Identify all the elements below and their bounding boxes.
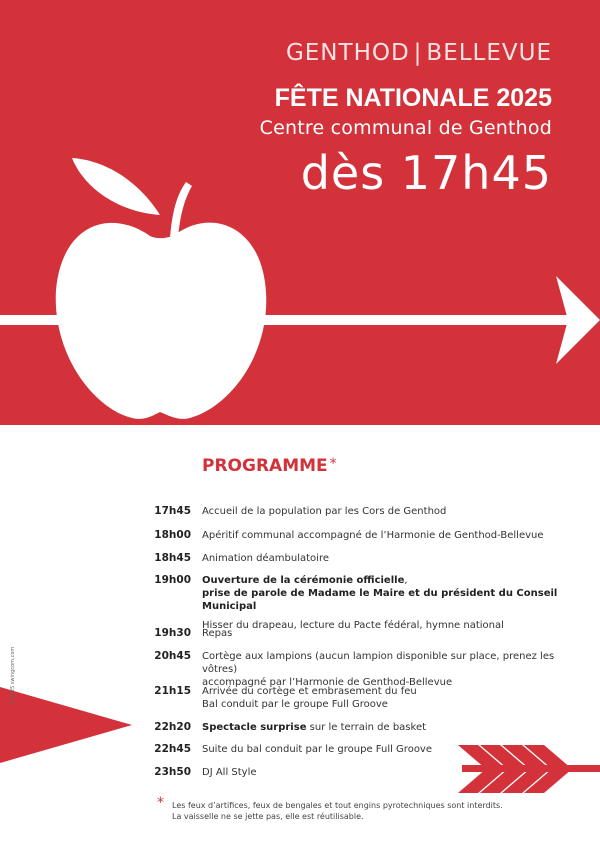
item-time: 22h45 (154, 743, 191, 755)
item-bold-2: prise de parole de Madame le Maire et du président du Conseil Municipal (202, 588, 558, 612)
brand-separator: | (413, 40, 423, 66)
item-time: 20h45 (154, 650, 191, 662)
item-desc (202, 721, 582, 734)
item-bold-1: Ouverture de la cérémonie officielle (202, 575, 405, 586)
item-extra: Hisser du drapeau, lecture du Pacte fédéral, hymne national (202, 620, 504, 631)
item-comma: , (404, 575, 408, 586)
item-line-2: accompagné par l’Harmonie de Genthod-Bellevue (202, 677, 453, 688)
brand-line (286, 40, 552, 66)
item-bold-1: Spectacle surprise (202, 722, 307, 733)
item-time: 19h30 (154, 627, 191, 639)
programme-title (202, 456, 337, 476)
item-line-1: Arrivée du cortège et embrasement du feu (202, 686, 417, 697)
item-time: 18h45 (154, 552, 191, 564)
item-time: 18h00 (154, 529, 191, 541)
credit-text: © 2025 swingcom.com (10, 646, 16, 705)
item-time: 21h15 (154, 685, 191, 697)
footnote-star: * (157, 795, 164, 811)
footnote-line-1: Les feux d’artifices, feux de bengales et tout engins pyrotechniques sont interdits. (172, 801, 503, 810)
item-time: 23h50 (154, 766, 191, 778)
item-desc (202, 574, 582, 632)
item-line-1: Cortège aux lampions (aucun lampion disponible sur place, prenez les vôtres) (202, 651, 555, 675)
item-desc: Suite du bal conduit par le groupe Full Groove (202, 744, 433, 755)
item-desc (202, 685, 582, 711)
item-desc: Accueil de la population par les Cors de Genthod (202, 506, 447, 517)
item-time: 19h00 (154, 574, 191, 586)
programme-title-text: PROGRAMME (202, 456, 328, 476)
item-desc: Animation déambulatoire (202, 553, 329, 564)
item-desc: Apéritif communal accompagné de l’Harmonie de Genthod-Bellevue (202, 530, 544, 541)
item-desc (202, 650, 582, 689)
apple-leaf (72, 158, 160, 215)
footnote-line-2: La vaisselle ne se jette pas, elle est réutilisable. (172, 812, 364, 821)
brand-right: BELLEVUE (426, 40, 552, 66)
brand-left: GENTHOD (285, 40, 410, 66)
item-desc: DJ All Style (202, 767, 257, 778)
venue-title: Centre communal de Genthod (259, 117, 552, 139)
left-arrow-head (0, 687, 132, 763)
programme-asterisk: * (329, 456, 337, 472)
event-title: FÊTE NATIONALE 2025 (274, 84, 552, 112)
item-time: 17h45 (154, 505, 191, 517)
item-line-2: Bal conduit par le groupe Full Groove (202, 699, 388, 710)
item-time: 22h20 (154, 721, 191, 733)
arrow-shaft (0, 315, 572, 325)
start-time: dès 17h45 (300, 146, 552, 200)
item-desc: Repas (202, 628, 233, 639)
item-rest: sur le terrain de basket (306, 722, 427, 733)
footnote (157, 795, 503, 822)
